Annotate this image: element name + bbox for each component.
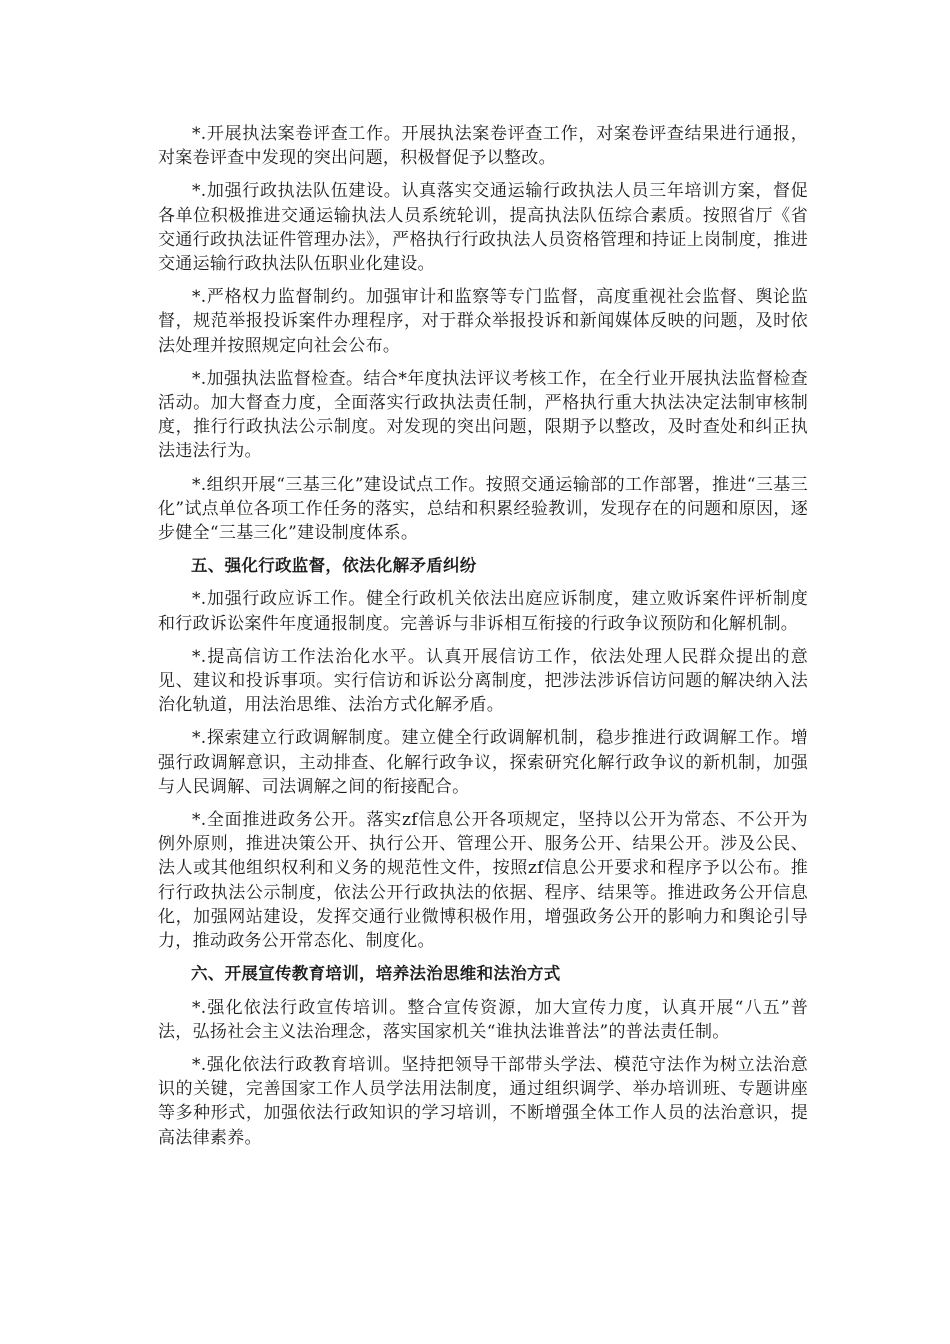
paragraph-enforcement-team: *.加强行政执法队伍建设。认真落实交通运输行政执法人员三年培训方案，督促各单位积极推进交通运输执法人员系统轮训，提高执法队伍综合素质。按照省厅《省交通行政执法证件管理办法》，严格执行行政执法人员资格管理和持证上岗制度，推进交通运输行政执法队伍职业化建设。 bbox=[158, 181, 808, 275]
section-heading-6: 六、开展宣传教育培训，培养法治思维和法治方式 bbox=[191, 964, 561, 984]
paragraph-case-file-review: *.开展执法案卷评查工作。开展执法案卷评查工作，对案卷评查结果进行通报，对案卷评查中发现的突出问题，积极督促予以整改。 bbox=[158, 124, 808, 169]
paragraph-enforcement-inspection: *.加强执法监督检查。结合*年度执法评议考核工作，在全行业开展执法监督检查活动。加大督查力度，全面落实行政执法责任制，严格执行重大执法决定法制审核制度，推行行政执法公示制度。对发现的突出问题，限期予以整改，及时查处和纠正执法违法行为。 bbox=[158, 368, 808, 462]
paragraph-publicity-training: *.强化依法行政宣传培训。整合宣传资源，加大宣传力度，认真开展“八五”普法，弘扬社会主义法治理念，落实国家机关“谁执法谁普法”的普法责任制。 bbox=[158, 997, 808, 1042]
paragraph-power-supervision: *.严格权力监督制约。加强审计和监察等专门监督，高度重视社会监督、舆论监督，规范举报投诉案件办理程序，对于群众举报投诉和新闻媒体反映的问题，及时依法处理并按照规定向社会公布。 bbox=[158, 287, 808, 356]
paragraph-petition-work: *.提高信访工作法治化水平。认真开展信访工作，依法处理人民群众提出的意见、建议和投诉事项。实行信访和诉讼分离制度，把涉法涉诉信访问题的解决纳入法治化轨道，用法治思维、法治方式化解矛盾。 bbox=[158, 646, 808, 716]
paragraph-government-openness: *.全面推进政务公开。落实zf信息公开各项规定，坚持以公开为常态、不公开为例外原则，推进决策公开、执行公开、管理公开、服务公开、结果公开。涉及公民、法人或其他组织权利和义务的规范性文件，按照zf信息公开要求和程序予以公布。推行行政执法公示制度，依法公开行政执法的依据、程序、结果等。推进政务公开信息化，加强网站建设，发挥交通行业微博积极作用，增强政务公开的影响力和舆论引导力，推动政务公开常态化、制度化。 bbox=[158, 810, 808, 952]
paragraph-three-basics-pilot: *.组织开展“三基三化”建设试点工作。按照交通运输部的工作部署，推进“三基三化”试点单位各项工作任务的落实，总结和积累经验教训，发现存在的问题和原因，逐步健全“三基三化”建设制度体系。 bbox=[158, 474, 808, 544]
document-body bbox=[158, 122, 808, 1159]
paragraph-administrative-mediation: *.探索建立行政调解制度。建立健全行政调解机制，稳步推进行政调解工作。增强行政调解意识，主动排查、化解行政争议，探索研究化解行政争议的新机制，加强与人民调解、司法调解之间的衔接配合。 bbox=[158, 728, 808, 797]
paragraph-education-training: *.强化依法行政教育培训。坚持把领导干部带头学法、模范守法作为树立法治意识的关键，完善国家工作人员学法用法制度，通过组织调学、举办培训班、专题讲座等多种形式，加强依法行政知识的学习培训，不断增强全体工作人员的法治意识，提高法律素养。 bbox=[158, 1054, 808, 1148]
paragraph-administrative-litigation: *.加强行政应诉工作。健全行政机关依法出庭应诉制度，建立败诉案件评析制度和行政诉讼案件年度通报制度。完善诉与非诉相互衔接的行政争议预防和化解机制。 bbox=[158, 589, 808, 634]
section-heading-5: 五、强化行政监督，依法化解矛盾纠纷 bbox=[191, 556, 477, 576]
